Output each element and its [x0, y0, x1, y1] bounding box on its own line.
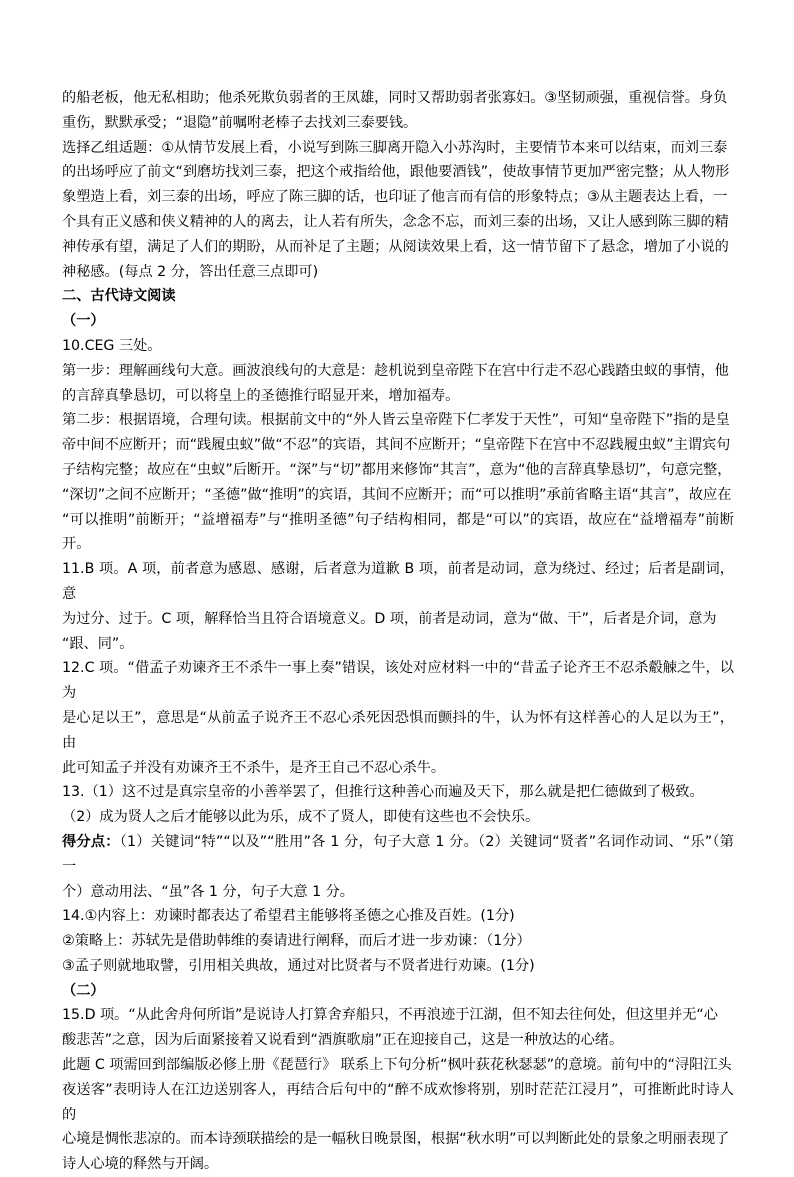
- text-line: 心境是惆怅悲凉的。而本诗颈联描绘的是一幅秋日晚景图，根据“秋水明”可以判断此处的景象之明丽表现了: [62, 1131, 730, 1148]
- answer-document: [62, 86, 734, 1177]
- text-line: ③孟子则就地取譬，引用相关典故，通过对比贤者与不贤者进行劝谏。(1分): [62, 957, 535, 974]
- text-line: 象塑造上看，刘三泰的出场，呼应了陈三脚的话，也印证了他言而有信的形象特点；③从主题表达上看，一: [62, 189, 728, 206]
- text-line: 15.D 项。“从此舍舟何所诣”是说诗人打算舍弃船只，不再浪迹于江湖，但不知去往何处，但这里并无“心: [62, 1007, 718, 1024]
- text-line: 第一步：理解画线句大意。画波浪线句的大意是：趁机说到皇帝陛下在宫中行走不忍心践踏虫蚁的事情，他: [62, 362, 729, 379]
- text-line: 夜送客”表明诗人在江边送别客人，再结合后句中的“醉不成欢惨将别，别时茫茫江浸月”，可推断此时诗人的: [62, 1081, 734, 1123]
- text-line: 11.B 项。A 项，前者意为感恩、感谢，后者意为道歉 B 项，前者是动词，意为绕过、经过；后者是副词，意: [62, 561, 734, 602]
- score-label: 得分点：: [62, 833, 120, 850]
- text-line: 12.C 项。“借孟子劝谏齐王不杀牛一事上奏”错误，该处对应材料一中的“昔孟子论齐王不忍杀觳觫之牛，以为: [62, 660, 734, 702]
- text-line: 子结构完整；故应在“虫蚁”后断开。“深”与“切”都用来修饰“其言”，意为“他的言辞真挚恳切”，句意完整，: [62, 461, 732, 478]
- text-line: 神传承有望，满足了人们的期盼，从而补足了主题；从阅读效果上看，这一情节留下了悬念，增加了小说的: [62, 238, 729, 255]
- text-line: 此题 C 项需回到部编版必修上册《琵琶行》 联系上下句分析“枫叶荻花秋瑟瑟”的意境。前句中的“浔阳江头: [62, 1057, 732, 1074]
- text-line: 帝中间不应断开；而“践履虫蚁”做“不忍”的宾语，其间不应断开；“皇帝陛下在宫中不忍践履虫蚁”主谓宾句: [62, 437, 731, 454]
- text-line: 神秘感。(每点 2 分，答出任意三点即可): [62, 263, 319, 280]
- text-line: 选择乙组适题：①从情节发展上看，小说写到陈三脚离开隐入小苏沟时，主要情节本来可以结束，而刘三泰: [62, 139, 728, 156]
- text-line: 第二步：根据语境，合理句读。根据前文中的“外人皆云皇帝陛下仁孝发于天性”，可知“皇帝陛下”指的是皇: [62, 412, 730, 429]
- subsection-heading: （一）: [62, 313, 105, 330]
- text-line: 14.①内容上：劝谏时都表达了希望君主能够将圣德之心推及百姓。(1分): [62, 908, 515, 925]
- text-line: “跟、同”。: [62, 635, 134, 652]
- text-line: 是心足以王”，意思是“从前孟子说齐王不忍心杀死因恐惧而颤抖的牛，认为怀有这样善心的人足以为王”，由: [62, 709, 734, 751]
- text-line: 诗人心境的释然与开阔。: [62, 1156, 219, 1173]
- text-line: 的出场呼应了前文“到磨坊找刘三泰，把这个戒指给他，跟他要酒钱”，使故事情节更加严密完整；从人物形: [62, 164, 730, 181]
- text-line: 个具有正义感和侠义精神的人的离去，让人若有所失，念念不忘，而刘三泰的出场，又让人感到陈三脚的精: [62, 213, 729, 230]
- score-line: [62, 830, 734, 880]
- text-line: （2）成为贤人之后才能够以此为乐，成不了贤人，即使有这些也不会快乐。: [62, 809, 540, 826]
- score-text: （1）关键词“特”“以及”“胜用”各 1 分，句子大意 1 分。（2）关键词“贤者”名词作动词、“乐”（第一: [62, 833, 734, 875]
- text-line: 此可知孟子并没有劝谏齐王不杀牛，是齐王自己不忍心杀牛。: [62, 759, 446, 776]
- text-line: 酸悲苦”之意，因为后面紧接着又说看到“酒旗歌扇”正在迎接自己，这是一种放达的心绪。: [62, 1032, 624, 1049]
- text-line: 13.（1）这不过是真宗皇帝的小善举罢了，但推行这种善心而遍及天下，那么就是把仁德做到了极致。: [62, 784, 704, 801]
- text-line: 的船老板，他无私相助；他杀死欺负弱者的王凤雄，同时又帮助弱者张寡妇。③坚韧顽强，重视信誉。身负: [62, 90, 728, 106]
- section-heading: 二、古代诗文阅读: [62, 288, 176, 305]
- text-line: 个）意动用法、“虽”各 1 分，句子大意 1 分。: [62, 883, 354, 900]
- text-line: “可以推明”前断开；“益增福寿”与“推明圣德”句子结构相同，都是“可以”的宾语，故应在“益增福寿”前断开。: [62, 511, 734, 553]
- text-line: “深切”之间不应断开；“圣德”做“推明”的宾语，其间不应断开；而“可以推明”承前省略主语“其言”，故应在: [62, 486, 732, 503]
- text-line: 重伤，默默承受；“退隐”前嘱咐老棒子去找刘三泰要钱。: [62, 114, 418, 131]
- text-line: 10.CEG 三处。: [62, 337, 162, 354]
- text-line: ②策略上：苏轼先是借助韩维的奏请进行阐释，而后才进一步劝谏：（1分）: [62, 933, 531, 950]
- subsection-heading: （二）: [62, 982, 105, 999]
- text-line: 的言辞真挚恳切，可以将皇上的圣德推行昭显开来，增加福寿。: [62, 387, 460, 404]
- text-line: 为过分、过于。C 项，解释恰当且符合语境意义。D 项，前者是动词，意为“做、干”，后者是介词，意为: [62, 610, 717, 627]
